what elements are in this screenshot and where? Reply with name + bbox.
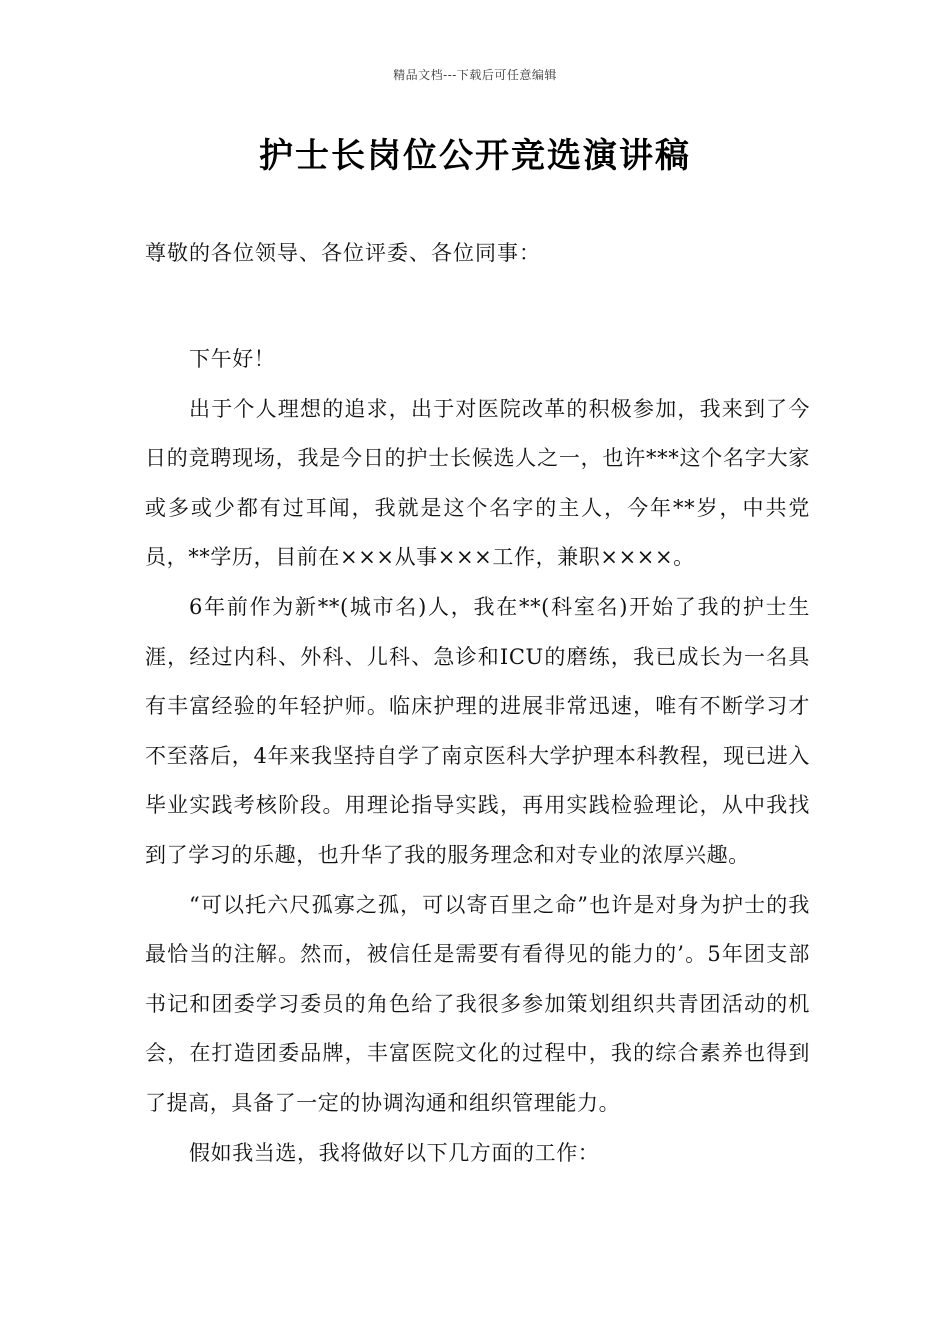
- paragraph-experience: 6年前作为新**(城市名)人，我在**(科室名)开始了我的护士生涯，经过内科、外科、儿科、急诊和ICU的磨练，我已成长为一名具有丰富经验的年轻护师。临床护理的进展非常迅速，唯有不断学习才不至落后，4年来我坚持自学了南京医科大学护理本科教程，现已进入毕业实践考核阶段。用理论指导实践，再用实践检验理论，从中我找到了学习的乐趣，也升华了我的服务理念和对专业的浓厚兴趣。: [145, 594, 810, 867]
- paragraph-trust: “可以托六尺孤寡之孤，可以寄百里之命”也许是对身为护士的我最恰当的注解。然而，被信任是需要有看得见的能力的’。5年团支部书记和团委学习委员的角色给了我很多参加策划组织共青团活动的机会，在打造团委品牌，丰富医院文化的过程中，我的综合素养也得到了提高，具备了一定的协调沟通和组织管理能力。: [145, 892, 810, 1115]
- document-title: 护士长岗位公开竞选演讲稿: [259, 136, 691, 176]
- paragraph-plan-intro: 假如我当选，我将做好以下几方面的工作：: [189, 1140, 600, 1165]
- salutation: 尊敬的各位领导、各位评委、各位同事：: [145, 241, 541, 265]
- header-note: 精品文档---下载后可任意编辑: [393, 68, 557, 82]
- body-text: [145, 335, 810, 1178]
- paragraph-introduction: 出于个人理想的追求，出于对医院改革的积极参加，我来到了今日的竞聘现场，我是今日的护士长候选人之一，也许***这个名字大家或多或少都有过耳闻，我就是这个名字的主人，今年**岁，中共党员，**学历，目前在×××从事×××工作，兼职××××。: [145, 396, 810, 570]
- paragraph-greeting: 下午好！: [189, 347, 276, 371]
